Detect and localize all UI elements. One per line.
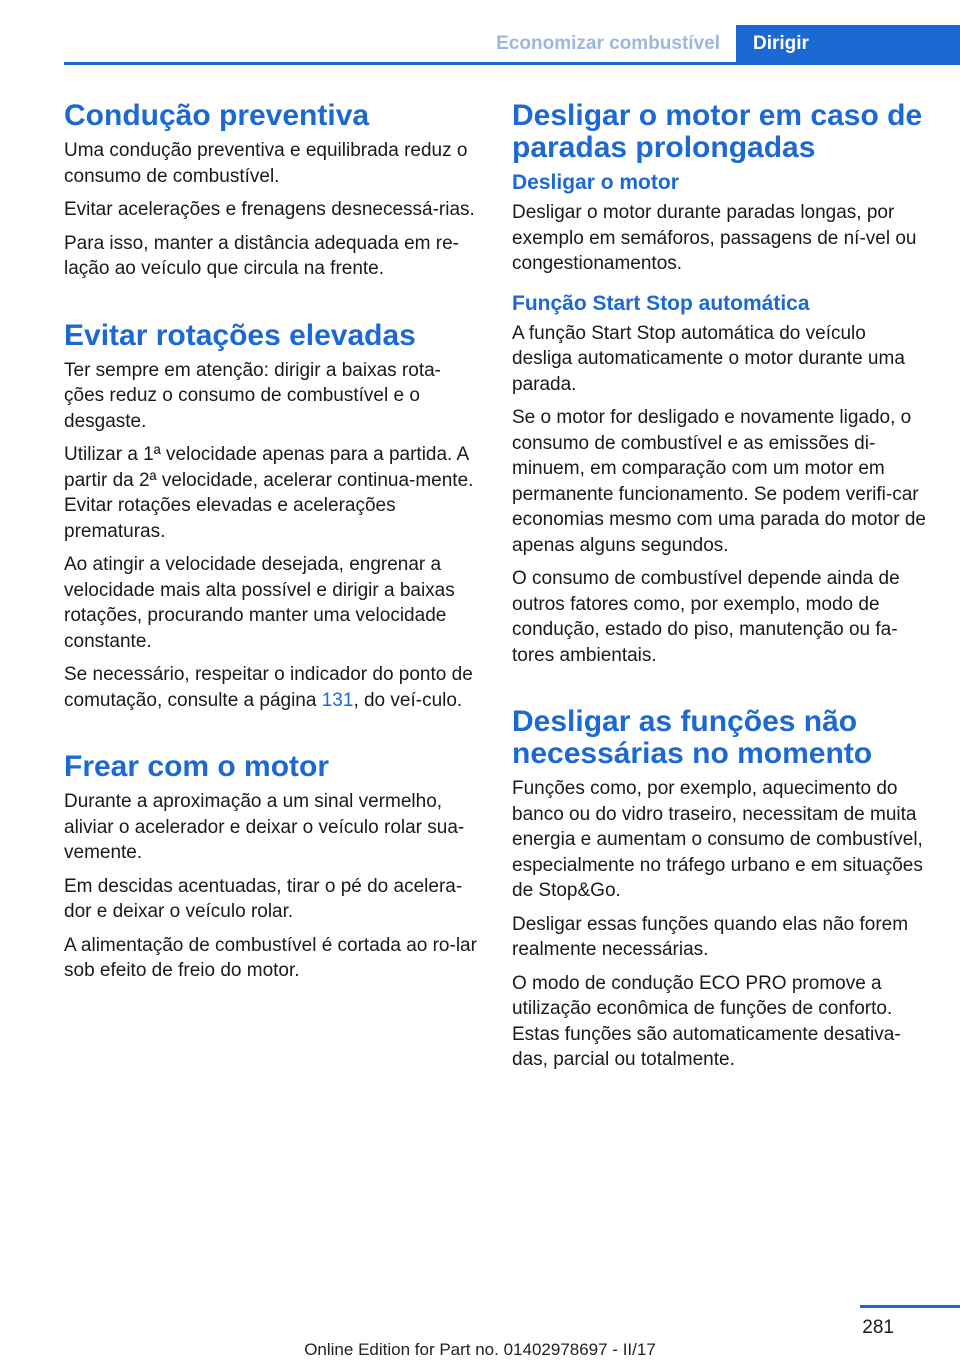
paragraph-text: Se necessário, respeitar o indicador do ponto de comutação, consulte a página <box>64 664 473 711</box>
paragraph: Desligar o motor durante paradas longas, por exemplo em semáforos, passagens de ní‐vel ou congestionamentos. <box>512 202 917 274</box>
page-header <box>64 25 960 65</box>
paragraph: O consumo de combustível depende ainda de outros fatores como, por exemplo, modo de condução, estado do piso, manutenção ou fa‐tores ambientais. <box>512 568 900 666</box>
paragraph: Funções como, por exemplo, aquecimento do banco ou do vidro traseiro, necessitam de muita energia e aumentam o consumo de combustível, especialmente no tráfego urbano e em situações de Stop&Go. <box>512 778 923 901</box>
footer-rule <box>860 1305 960 1308</box>
page-number: 281 <box>862 1317 894 1338</box>
paragraph: Em descidas acentuadas, tirar o pé do acelera‐dor e deixar o veículo rolar. <box>64 875 463 922</box>
paragraph-with-page-link <box>64 662 479 713</box>
paragraph: A alimentação de combustível é cortada ao ro‐lar sob efeito de freio do motor. <box>64 934 477 981</box>
edition-note: Online Edition for Part no. 01402978697 - II/17 <box>304 1340 656 1359</box>
paragraph: Durante a aproximação a um sinal vermelho, aliviar o acelerador e deixar o veículo rolar sua‐vemente. <box>64 791 465 863</box>
left-column <box>64 100 479 992</box>
paragraph: Utilizar a 1ª velocidade apenas para a partida. A partir da 2ª velocidade, acelerar continua‐mente. Evitar rotações elevadas e acelerações prematuras. <box>64 444 474 542</box>
paragraph: Ter sempre em atenção: dirigir a baixas rota‐ções reduz o consumo de combustível e o desgaste. <box>64 359 441 432</box>
paragraph: Ao atingir a velocidade desejada, engrenar a velocidade mais alta possível e dirigir a baixas rotações, procurando manter uma velocidade constante. <box>64 554 455 652</box>
paragraph: Desligar essas funções quando elas não forem realmente necessárias. <box>512 913 909 960</box>
header-chapter-tab: Dirigir <box>736 25 960 62</box>
paragraph: A função Start Stop automática do veículo desliga automaticamente o motor durante uma parada. <box>512 322 905 395</box>
right-column <box>512 100 927 1081</box>
section-title: Evitar rotações elevadas <box>64 318 416 352</box>
section-title: Desligar as funções não necessárias no momento <box>512 705 873 770</box>
paragraph: Evitar acelerações e frenagens desnecessá‐rias. <box>64 199 475 220</box>
subsection-title: Desligar o motor <box>512 171 679 194</box>
section-title: Condução preventiva <box>64 99 370 132</box>
paragraph-text: , do veí‐culo. <box>353 689 463 711</box>
header-section-title: Economizar combustível <box>496 33 720 54</box>
paragraph: Se o motor for desligado e novamente ligado, o consumo de combustível e as emissões di‐minuem, em comparação com um motor em permanente funcionamento. Se podem verifi‐car economias mesmo com uma parada do motor de apenas alguns segundos. <box>512 407 926 556</box>
section-title: Frear com o motor <box>64 750 330 783</box>
section-title: Desligar o motor em caso de paradas prolongadas <box>512 99 923 164</box>
page-reference-link[interactable]: 131 <box>321 689 354 711</box>
paragraph: O modo de condução ECO PRO promove a utilização econômica de funções de conforto. Estas funções são automaticamente desativa‐das, parcial ou totalmente. <box>512 972 901 1070</box>
paragraph: Para isso, manter a distância adequada em re‐lação ao veículo que circula na frente. <box>64 232 459 279</box>
subsection-title: Função Start Stop automática <box>512 291 810 315</box>
paragraph: Uma condução preventiva e equilibrada reduz o consumo de combustível. <box>64 140 468 187</box>
